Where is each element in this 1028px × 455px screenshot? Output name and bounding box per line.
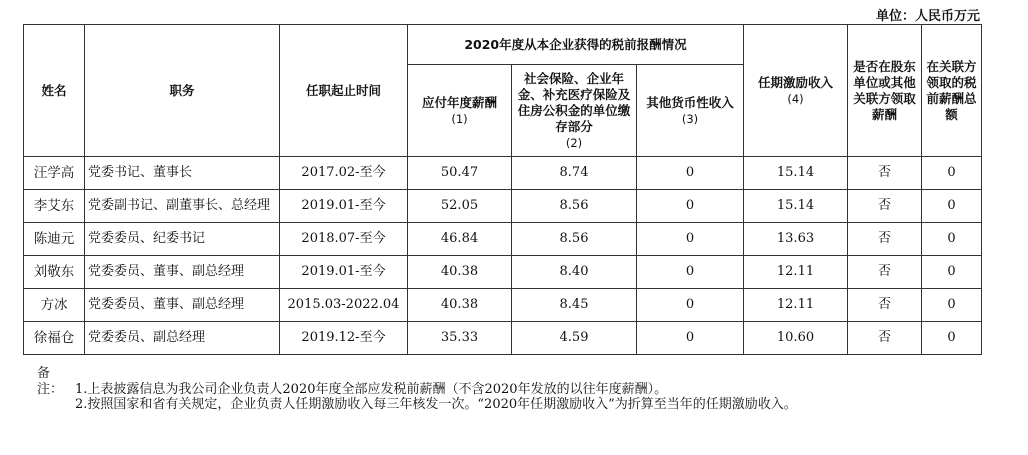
cell-position: 党委副书记、副董事长、总经理: [85, 190, 280, 223]
cell-insurance: 4.59: [512, 322, 637, 355]
cell-other: 0: [637, 190, 744, 223]
header-term: 任职起止时间: [280, 25, 408, 157]
table-row: [24, 322, 982, 355]
header-shareholder: 是否在股东单位或其他关联方领取薪酬: [848, 25, 922, 157]
cell-term: 2015.03-2022.04: [280, 289, 408, 322]
notes: [37, 366, 667, 398]
cell-name: 李艾东: [24, 190, 85, 223]
cell-insurance: 8.56: [512, 223, 637, 256]
cell-name: 徐福仓: [24, 322, 85, 355]
cell-term: 2019.01-至今: [280, 190, 408, 223]
cell-term: 2019.12-至今: [280, 322, 408, 355]
cell-position: 党委委员、董事、副总经理: [85, 289, 280, 322]
cell-shareholder: 否: [848, 289, 922, 322]
cell-related-total: 0: [922, 289, 982, 322]
header-incentive: [744, 25, 848, 157]
cell-other: 0: [637, 289, 744, 322]
cell-incentive: 13.63: [744, 223, 848, 256]
cell-related-total: 0: [922, 223, 982, 256]
header-salary-label: 应付年度薪酬: [421, 94, 497, 110]
table-row: [24, 157, 982, 190]
cell-salary: 50.47: [408, 157, 512, 190]
header-incentive-no: (4): [787, 91, 804, 106]
cell-term: 2017.02-至今: [280, 157, 408, 190]
cell-name: 方冰: [24, 289, 85, 322]
cell-other: 0: [637, 322, 744, 355]
cell-other: 0: [637, 256, 744, 289]
header-row-1: [24, 25, 982, 65]
header-position: 职务: [85, 25, 280, 157]
cell-shareholder: 否: [848, 190, 922, 223]
cell-insurance: 8.40: [512, 256, 637, 289]
cell-salary: 52.05: [408, 190, 512, 223]
compensation-table: [23, 24, 982, 355]
cell-shareholder: 否: [848, 256, 922, 289]
cell-other: 0: [637, 223, 744, 256]
cell-insurance: 8.74: [512, 157, 637, 190]
cell-name: 刘敬东: [24, 256, 85, 289]
cell-salary: 40.38: [408, 256, 512, 289]
cell-shareholder: 否: [848, 322, 922, 355]
cell-shareholder: 否: [848, 223, 922, 256]
table-row: [24, 256, 982, 289]
unit-label: 单位：人民币万元: [875, 9, 980, 24]
cell-insurance: 8.45: [512, 289, 637, 322]
cell-position: 党委委员、副总经理: [85, 322, 280, 355]
cell-related-total: 0: [922, 256, 982, 289]
cell-position: 党委委员、纪委书记: [85, 223, 280, 256]
cell-term: 2018.07-至今: [280, 223, 408, 256]
cell-salary: 40.38: [408, 289, 512, 322]
header-related-total: 在关联方领取的税前薪酬总额: [922, 25, 982, 157]
cell-term: 2019.01-至今: [280, 256, 408, 289]
cell-incentive: 15.14: [744, 157, 848, 190]
notes-label: 备注：: [37, 366, 64, 397]
cell-name: 汪学高: [24, 157, 85, 190]
table-row: [24, 190, 982, 223]
cell-other: 0: [637, 157, 744, 190]
header-salary: [408, 65, 512, 157]
header-insurance-label: 社会保险、企业年金、补充医疗保险及住房公积金的单位缴存部分: [517, 70, 631, 134]
cell-salary: 46.84: [408, 223, 512, 256]
cell-salary: 35.33: [408, 322, 512, 355]
header-name: 姓名: [24, 25, 85, 157]
table-row: [24, 223, 982, 256]
header-other: [637, 65, 744, 157]
note-1: 1.上表披露信息为我公司企业负责人2020年度全部应发税前薪酬（不含2020年发放的以往年度薪酬）。: [75, 382, 668, 397]
cell-insurance: 8.56: [512, 190, 637, 223]
header-incentive-label: 任期激励收入: [757, 74, 833, 90]
table-row: [24, 289, 982, 322]
header-other-label: 其他货币性收入: [646, 94, 734, 110]
header-insurance-no: (2): [565, 135, 583, 150]
cell-position: 党委委员、董事、副总经理: [85, 256, 280, 289]
note-2: 2.按照国家和省有关规定，企业负责人任期激励收入每三年核发一次。“2020年任期激励收入”为折算至当年的任期激励收入。: [75, 397, 797, 412]
cell-incentive: 12.11: [744, 256, 848, 289]
cell-incentive: 15.14: [744, 190, 848, 223]
header-group: 2020年度从本企业获得的税前报酬情况: [408, 25, 744, 65]
header-salary-no: (1): [451, 111, 468, 126]
cell-incentive: 12.11: [744, 289, 848, 322]
cell-incentive: 10.60: [744, 322, 848, 355]
cell-position: 党委书记、董事长: [85, 157, 280, 190]
cell-shareholder: 否: [848, 157, 922, 190]
header-insurance: [512, 65, 637, 157]
cell-name: 陈迪元: [24, 223, 85, 256]
header-other-no: (3): [681, 111, 699, 126]
cell-related-total: 0: [922, 157, 982, 190]
cell-related-total: 0: [922, 322, 982, 355]
cell-related-total: 0: [922, 190, 982, 223]
